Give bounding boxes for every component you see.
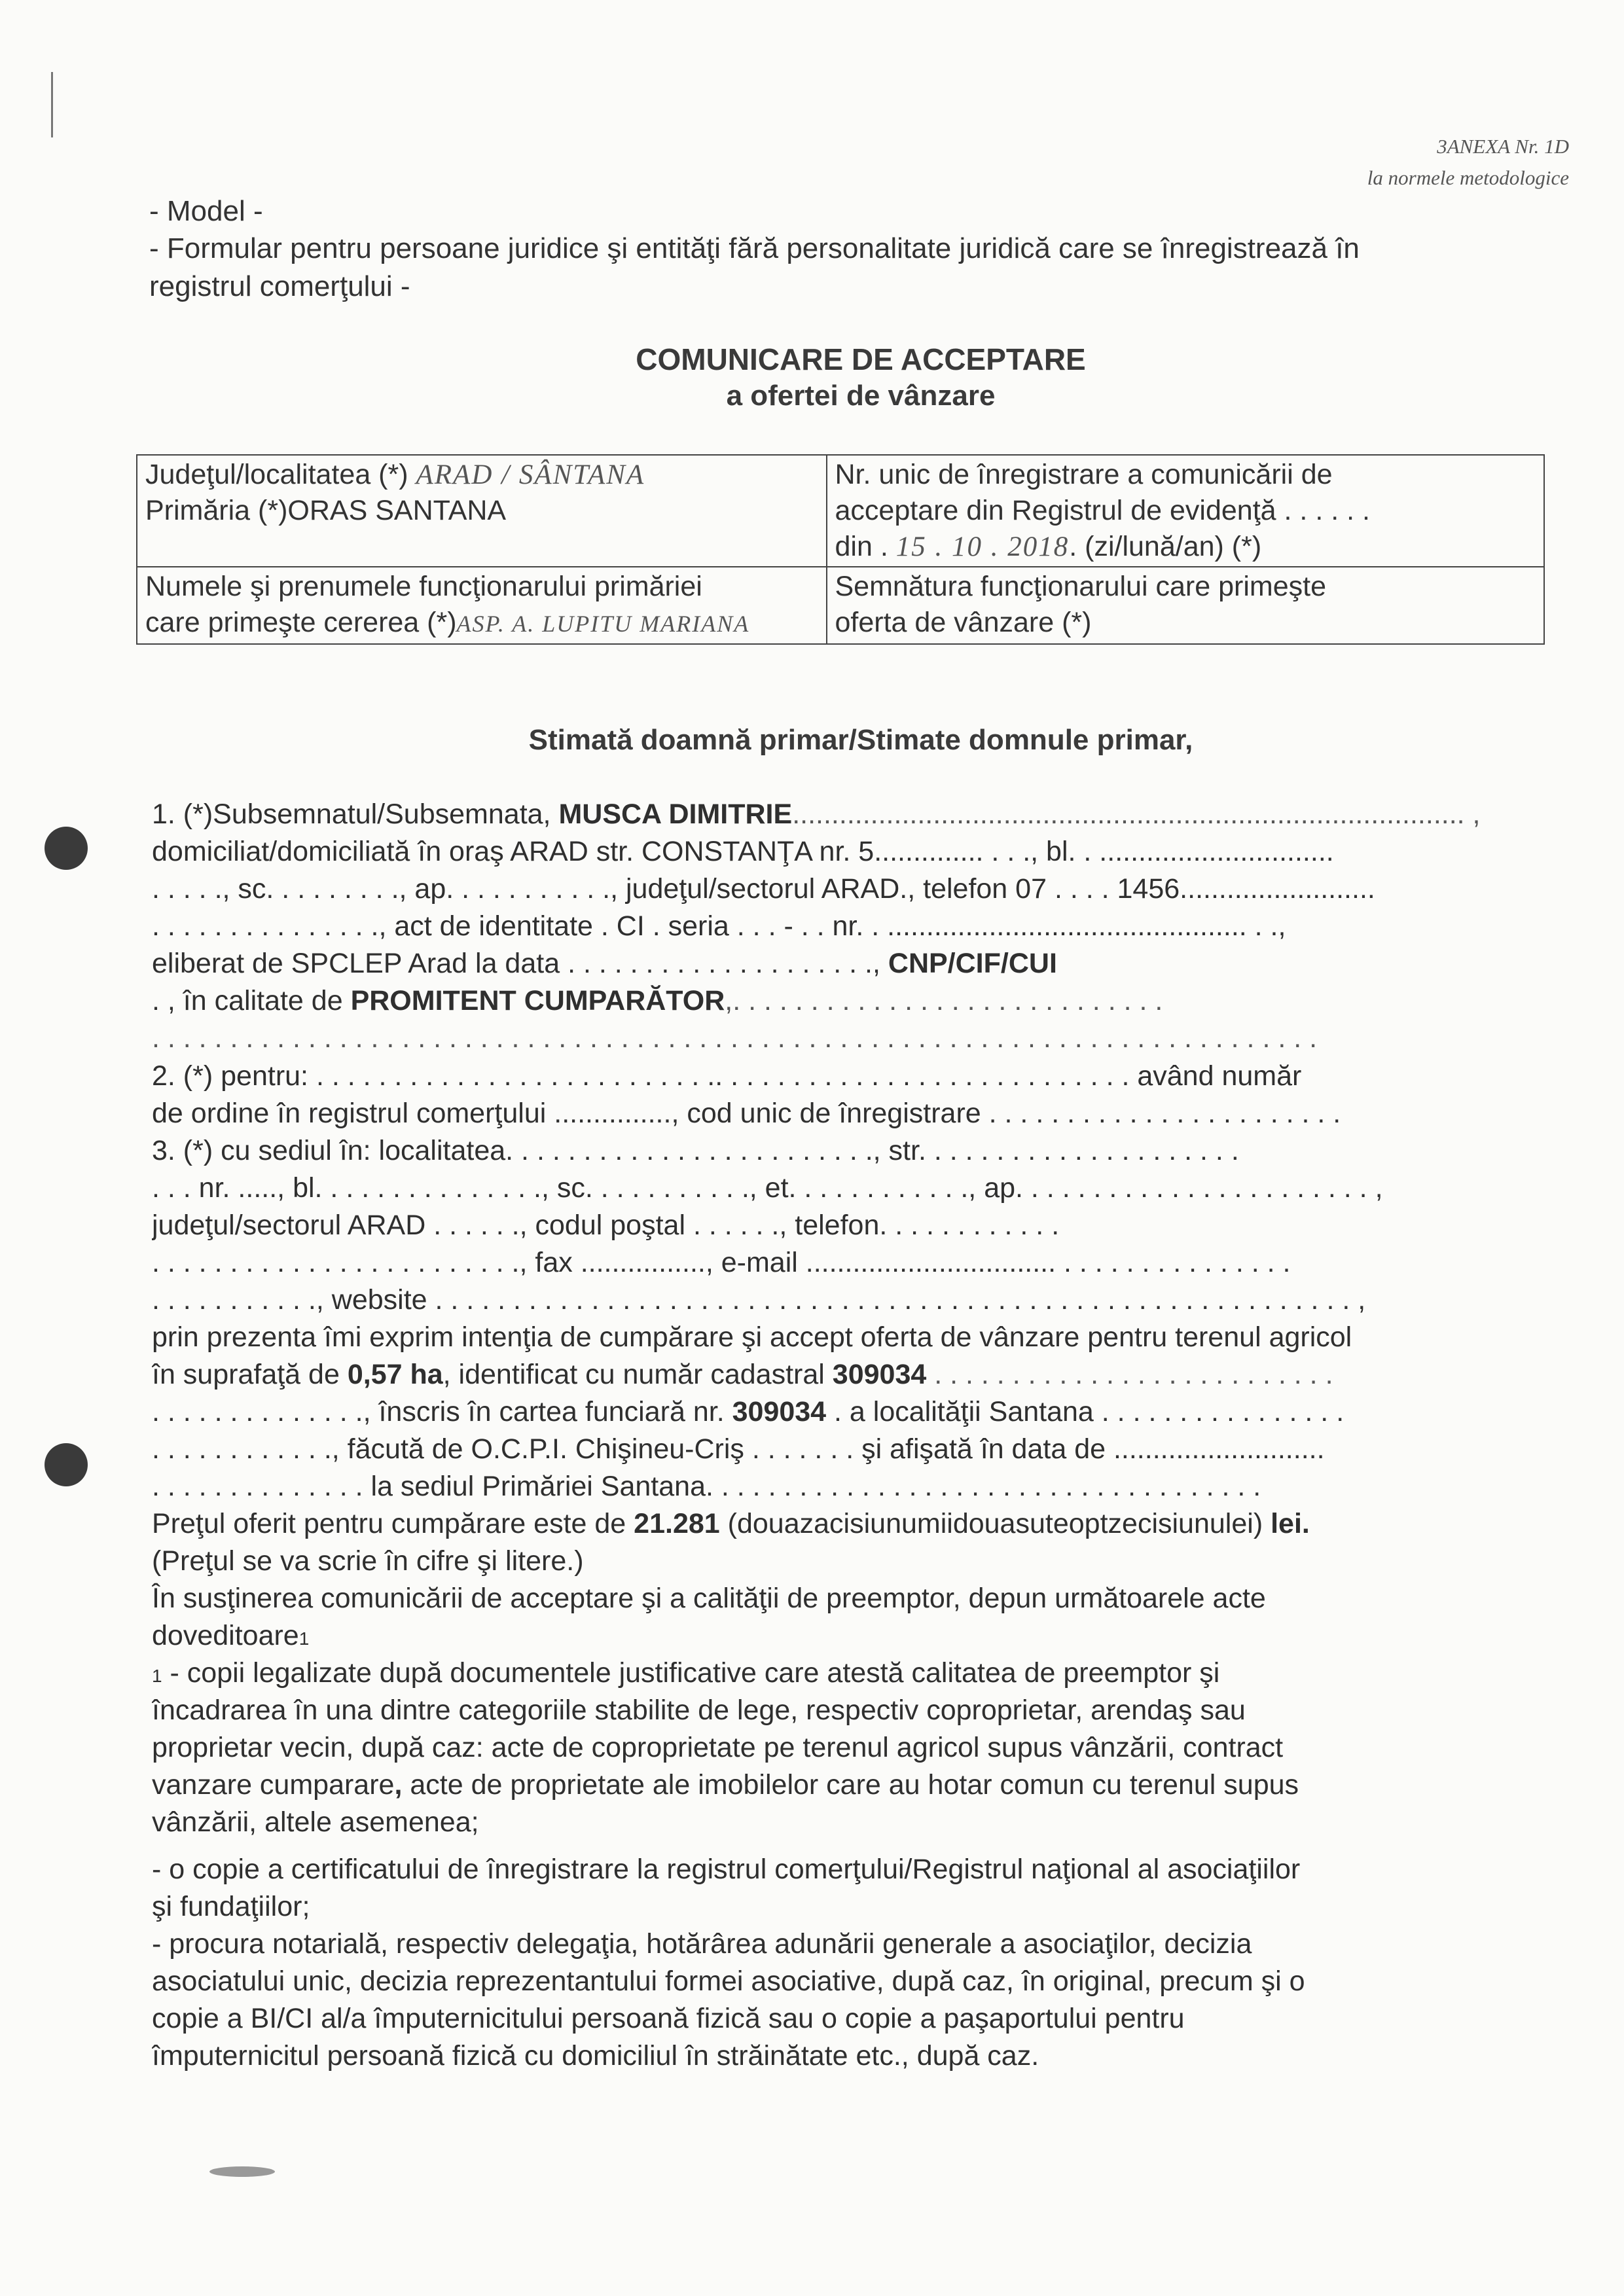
body-line: doveditoare1	[152, 1620, 310, 1651]
judet-field: Judeţul/localitatea (*) ARAD / SÂNTANA	[145, 459, 645, 490]
semnatura-cell	[827, 567, 1545, 644]
body-line: 2. (*) pentru: . . . . . . . . . . . . . . . . . . . . . . . . . .. . . . . . . . . . . . . . . . . . . . . . . . . . . având număr	[152, 1060, 1302, 1092]
footnote-mark: 1	[298, 1628, 310, 1649]
document-subtitle: a ofertei de vânzare	[726, 380, 996, 412]
punch-hole-top	[45, 827, 88, 870]
body-line: . . . . . . . . . . ., website . . . . . . . . . . . . . . . . . . . . . . . . . . . . . . . . . . . . . . . . . . . . . . . . . . . . . . . . . . . ,	[152, 1284, 1366, 1316]
body-line: 1 - copii legalizate după documentele justificative care atestă calitatea de preemptor şi	[152, 1657, 1220, 1689]
scan-mark-top-left	[51, 72, 53, 137]
body-line: asociatului unic, decizia reprezentantului formei asociative, după caz, în original, precum şi o	[152, 1965, 1305, 1997]
nr-unic-line-3: din . 15 . 10 . 2018. (zi/lună/an) (*)	[835, 531, 1262, 562]
body-line: . . . . . . . . . . . . . . . . . . . . . . . . . . . . . . . . . . . . . . . . . . . . . . . . . . . . . . . . . . . . . . . . . . . . . . . . . . .	[152, 1022, 1318, 1054]
body-line: domiciliat/domiciliată în oraş ARAD str. CONSTANŢA nr. 5.............. . . ., bl. . ..............................	[152, 836, 1334, 867]
judet-handwritten: ARAD / SÂNTANA	[416, 459, 645, 490]
body-line: vânzării, altele asemenea;	[152, 1806, 479, 1838]
body-line: . . . . ., sc. . . . . . . . ., ap. . . . . . . . . . ., judeţul/sectorul ARAD., telefon 07 . . . . 1456.........................	[152, 873, 1375, 905]
annex-reference	[1367, 131, 1569, 194]
annex-norms: la normele metodologice	[1367, 166, 1569, 189]
punch-hole-bottom	[45, 1443, 88, 1486]
functionar-line-2: care primeşte cererea (*)ASP. A. LUPITU MARIANA	[145, 607, 750, 638]
body-line: . . . . . . . . . . . . . . . . . . . . . . . ., fax ................, e-mail ................................ . . . . . . . . . . . . . . .	[152, 1247, 1291, 1278]
body-line: În susţinerea comunicării de acceptare şi a calităţii de preemptor, depun următoarele acte	[152, 1583, 1266, 1614]
body-line: proprietar vecin, după caz: acte de coproprietate pe terenul agricol supus vânzării, contract	[152, 1732, 1284, 1763]
currency: lei.	[1271, 1508, 1310, 1539]
cadastral-number: 309034	[832, 1359, 927, 1390]
offered-price: 21.281	[634, 1508, 720, 1539]
body-line: 3. (*) cu sediul în: localitatea. . . . . . . . . . . . . . . . . . . . . . . ., str. . . . . . . . . . . . . . . . . . . . .	[152, 1135, 1239, 1166]
body-line: încadrarea în una dintre categoriile stabilite de lege, respectiv coproprietar, arendaş sau	[152, 1695, 1246, 1726]
footnote-mark: 1	[152, 1666, 162, 1686]
body-line: judeţul/sectorul ARAD . . . . . ., codul poştal . . . . . ., telefon. . . . . . . . . . . .	[152, 1210, 1060, 1241]
semnatura-line-2: oferta de vânzare (*)	[835, 607, 1092, 638]
body-line: prin prezenta îmi exprim intenţia de cumpărare şi accept oferta de vânzare pentru terenul agricol	[152, 1321, 1352, 1353]
document-title: COMUNICARE DE ACCEPTARE	[636, 342, 1086, 376]
body-line: eliberat de SPCLEP Arad la data . . . . . . . . . . . . . . . . . . . ., CNP/CIF/CUI	[152, 948, 1057, 979]
functionar-handwritten: ASP. A. LUPITU MARIANA	[456, 611, 750, 637]
semnatura-line-1: Semnătura funcţionarului care primeşte	[835, 571, 1326, 602]
body-line: . , în calitate de PROMITENT CUMPARĂTOR,. . . . . . . . . . . . . . . . . . . . . . . . . . . .	[152, 985, 1163, 1016]
body-line: . . . . . . . . . . . . . ., înscris în cartea funciară nr. 309034 . a localităţii Santana . . . . . . . . . . . . . . . .	[152, 1396, 1344, 1427]
body-line: de ordine în registrul comerţului ..............., cod unic de înregistrare . . . . . . . . . . . . . . . . . . . . . . .	[152, 1098, 1341, 1129]
body-line: în suprafaţă de 0,57 ha, identificat cu număr cadastral 309034 . . . . . . . . . . . . . . . . . . . . . . . . . .	[152, 1359, 1333, 1390]
date-handwritten: 15 . 10 . 2018	[895, 531, 1070, 562]
land-area: 0,57 ha	[347, 1359, 443, 1390]
land-book-number: 309034	[732, 1396, 827, 1427]
body-line: - procura notarială, respectiv delegaţia, hotărârea adunării generale a asociaţilor, decizia	[152, 1928, 1252, 1960]
registration-table	[136, 454, 1545, 645]
nr-unic-line-1: Nr. unic de înregistrare a comunicării de	[835, 459, 1333, 490]
body-line: (Preţul se va scrie în cifre şi litere.)	[152, 1545, 584, 1577]
annex-number: 3ANEXA Nr. 1D	[1437, 135, 1569, 158]
body-line: . . . . . . . . . . . ., făcută de O.C.P.I. Chişineu-Criş . . . . . . . şi afişată în data de ...........................	[152, 1433, 1325, 1465]
salutation: Stimată doamnă primar/Stimate domnule primar,	[528, 724, 1193, 756]
applicant-quality: PROMITENT CUMPARĂTOR	[350, 985, 725, 1016]
body-line: împuternicitul persoană fizică cu domiciliul în străinătate etc., după caz.	[152, 2040, 1039, 2072]
applicant-name: MUSCA DIMITRIE	[558, 798, 793, 830]
cnp-label: CNP/CIF/CUI	[888, 948, 1057, 979]
functionar-line-1: Numele şi prenumele funcţionarului primăriei	[145, 571, 702, 602]
body-line: vanzare cumparare, acte de proprietate ale imobilelor care au hotar comun cu terenul supus	[152, 1769, 1299, 1801]
body-line: 1. (*)Subsemnatul/Subsemnata, MUSCA DIMITRIE...................................................................................... ,	[152, 798, 1481, 830]
body-line: copie a BI/CI al/a împuternicitului persoană fizică sau o copie a paşaportului pentru	[152, 2003, 1185, 2034]
body-line: Preţul oferit pentru cumpărare este de 21.281 (douazacisiunumiidouasuteoptzecisiunulei) lei.	[152, 1508, 1310, 1539]
nr-unic-cell	[827, 455, 1545, 567]
body-line: şi fundaţiilor;	[152, 1891, 310, 1922]
body-line: . . . . . . . . . . . . . . ., act de identitate . CI . seria . . . - . . nr. . .............................................. . .,	[152, 910, 1286, 942]
body-line: . . . . . . . . . . . . . . la sediul Primăriei Santana. . . . . . . . . . . . . . . . . . . . . . . . . . . . . . . . . . . .	[152, 1471, 1261, 1502]
body-line: - o copie a certificatului de înregistrare la registrul comerţului/Registrul naţional al asociaţiilor	[152, 1854, 1301, 1885]
nr-unic-line-2: acceptare din Registrul de evidenţă . . . . . .	[835, 495, 1370, 526]
body-line: . . . nr. ....., bl. . . . . . . . . . . . . . ., sc. . . . . . . . . . ., et. . . . . . . . . . . ., ap. . . . . . . . . . . . . . . . . . . . . . . ,	[152, 1172, 1383, 1204]
header-model: - Model -	[149, 195, 263, 227]
scan-smudge-bottom	[209, 2166, 275, 2177]
primaria-field: Primăria (*)ORAS SANTANA	[145, 495, 507, 526]
functionar-cell	[137, 567, 827, 644]
header-formular-line-2: registrul comerţului -	[149, 270, 410, 302]
header-formular-line-1: - Formular pentru persoane juridice şi entităţi fără personalitate juridică care se înregistrează în	[149, 232, 1360, 264]
